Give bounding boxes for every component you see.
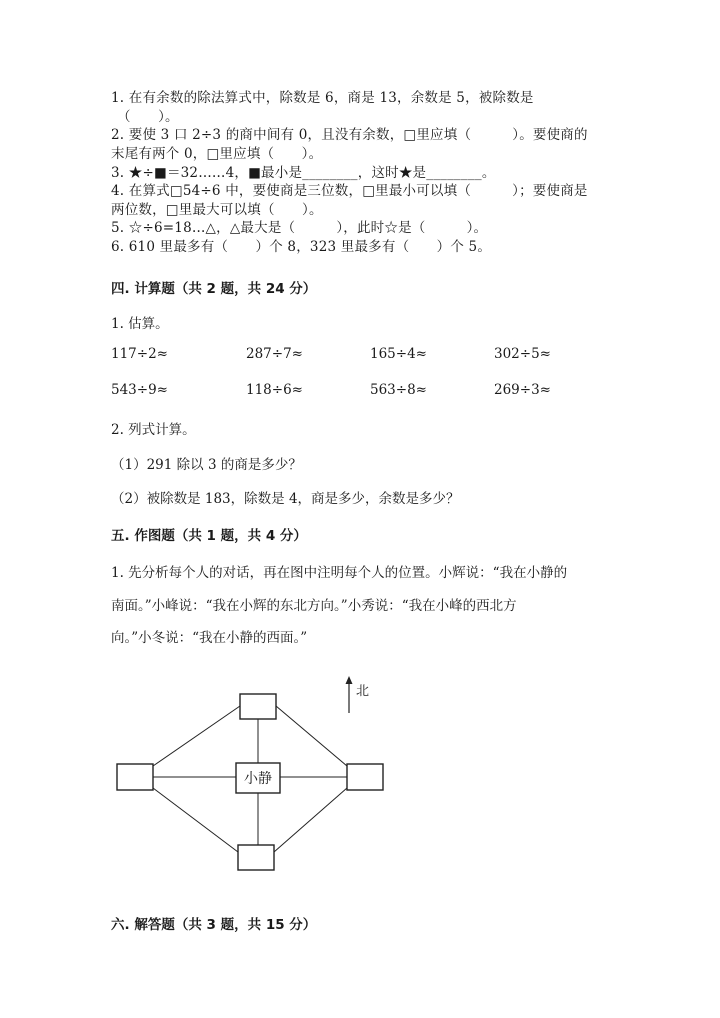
estimate-item: 117÷2≈	[111, 346, 168, 362]
north-label: 北	[356, 684, 370, 699]
section-5-q1-line-3: 向。”小冬说：“我在小静的西面。”	[111, 630, 308, 646]
question-5: 5. ☆÷6=18…△，△最大是（ ），此时☆是（ ）。	[111, 220, 488, 236]
estimate-item: 165÷4≈	[370, 346, 427, 362]
estimate-item: 543÷9≈	[111, 382, 168, 398]
position-box-north	[240, 694, 276, 719]
section-4-q2-item-2: （2）被除数是 183，除数是 4，商是多少，余数是多少？	[111, 491, 460, 507]
estimate-item: 287÷7≈	[246, 346, 303, 362]
north-arrow-icon	[346, 676, 353, 713]
section-4-q1-label: 1. 估算。	[111, 316, 169, 332]
question-4-line-1: 4. 在算式□54÷6 中，要使商是三位数，□里最小可以填（ ）；要使商是	[111, 183, 588, 199]
section-6-title: 六. 解答题（共 3 题，共 15 分）	[111, 917, 317, 933]
question-4-line-2: 两位数，□里最大可以填（ ）。	[111, 202, 323, 218]
connector-line	[153, 706, 240, 766]
question-6: 6. 610 里最多有（ ）个 8，323 里最多有（ ）个 5。	[111, 239, 492, 255]
section-5-q1-line-2: 南面。”小峰说：“我在小辉的东北方向。”小秀说：“我在小峰的西北方	[111, 598, 517, 614]
section-4-title: 四. 计算题（共 2 题，共 24 分）	[111, 281, 317, 297]
connector-line	[276, 706, 347, 766]
position-box-south	[238, 845, 274, 870]
connector-line	[153, 788, 238, 852]
question-1-line-2: （ ）。	[117, 109, 179, 125]
estimate-item: 563÷8≈	[370, 382, 427, 398]
estimate-item: 302÷5≈	[494, 346, 551, 362]
question-2-line-2: 末尾有两个 0，□里应填（ ）。	[111, 146, 323, 162]
section-5-title: 五. 作图题（共 1 题，共 4 分）	[111, 528, 307, 544]
question-1-line-1: 1. 在有余数的除法算式中，除数是 6，商是 13，余数是 5，被除数是	[111, 90, 534, 106]
estimate-item: 269÷3≈	[494, 382, 551, 398]
question-2-line-1: 2. 要使 3 口 2÷3 的商中间有 0，且没有余数，□里应填（ ）。要使商的	[111, 127, 588, 143]
center-label: 小静	[244, 771, 272, 787]
position-box-west	[117, 764, 153, 790]
question-3: 3. ★÷■＝32……4，■最小是________，这时★是________。	[111, 165, 496, 181]
section-4-q2-item-1: （1）291 除以 3 的商是多少？	[111, 457, 302, 473]
section-4-q2-label: 2. 列式计算。	[111, 422, 196, 438]
position-box-east	[347, 764, 383, 790]
connector-line	[274, 788, 347, 852]
estimate-item: 118÷6≈	[246, 382, 303, 398]
section-5-q1-line-1: 1. 先分析每个人的对话，再在图中注明每个人的位置。小辉说：“我在小静的	[111, 565, 568, 581]
